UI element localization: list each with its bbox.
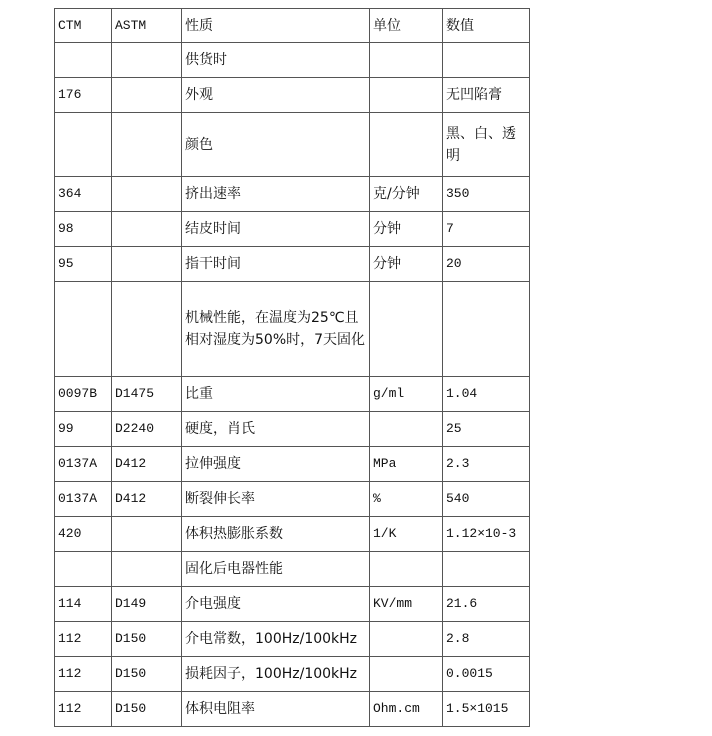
table-row xyxy=(55,177,530,212)
unit-cell: MPa xyxy=(370,447,443,482)
unit-cell: KV/mm xyxy=(370,587,443,622)
value-cell: 1.04 xyxy=(443,377,530,412)
unit-cell xyxy=(370,622,443,657)
ctm-cell xyxy=(55,113,112,177)
astm-cell xyxy=(112,247,182,282)
table-row xyxy=(55,377,530,412)
astm-cell xyxy=(112,43,182,78)
property-cell: 挤出速率 xyxy=(182,177,370,212)
table-row xyxy=(55,78,530,113)
property-cell: 机械性能，在温度为25℃且相对湿度为50%时，7天固化 xyxy=(182,282,370,377)
table-row xyxy=(55,412,530,447)
value-cell: 0.0015 xyxy=(443,657,530,692)
value-cell: 黑、白、透明 xyxy=(443,113,530,177)
header-ctm: CTM xyxy=(55,9,112,43)
value-cell: 1.12×10-3 xyxy=(443,517,530,552)
value-cell: 1.5×1015 xyxy=(443,692,530,727)
ctm-cell: 0137A xyxy=(55,447,112,482)
ctm-cell: 95 xyxy=(55,247,112,282)
table-row xyxy=(55,447,530,482)
astm-cell xyxy=(112,113,182,177)
unit-cell: 分钟 xyxy=(370,247,443,282)
property-cell: 介电强度 xyxy=(182,587,370,622)
astm-cell: D2240 xyxy=(112,412,182,447)
property-cell: 拉伸强度 xyxy=(182,447,370,482)
table-row xyxy=(55,517,530,552)
table-row xyxy=(55,212,530,247)
unit-cell: % xyxy=(370,482,443,517)
unit-cell xyxy=(370,43,443,78)
value-cell: 540 xyxy=(443,482,530,517)
unit-cell: 分钟 xyxy=(370,212,443,247)
property-cell: 损耗因子，100Hz/100kHz xyxy=(182,657,370,692)
property-cell: 硬度，肖氏 xyxy=(182,412,370,447)
table-row xyxy=(55,43,530,78)
astm-cell: D149 xyxy=(112,587,182,622)
ctm-cell: 98 xyxy=(55,212,112,247)
unit-cell xyxy=(370,78,443,113)
property-cell: 结皮时间 xyxy=(182,212,370,247)
value-cell xyxy=(443,43,530,78)
property-cell: 外观 xyxy=(182,78,370,113)
property-cell: 体积电阻率 xyxy=(182,692,370,727)
ctm-cell: 364 xyxy=(55,177,112,212)
property-cell: 比重 xyxy=(182,377,370,412)
value-cell: 2.8 xyxy=(443,622,530,657)
unit-cell: g/ml xyxy=(370,377,443,412)
astm-cell xyxy=(112,212,182,247)
astm-cell xyxy=(112,552,182,587)
property-cell: 颜色 xyxy=(182,113,370,177)
astm-cell: D150 xyxy=(112,692,182,727)
ctm-cell: 176 xyxy=(55,78,112,113)
value-cell: 25 xyxy=(443,412,530,447)
astm-cell: D150 xyxy=(112,622,182,657)
property-cell: 介电常数，100Hz/100kHz xyxy=(182,622,370,657)
header-property: 性质 xyxy=(182,9,370,43)
table-row xyxy=(55,552,530,587)
value-cell: 2.3 xyxy=(443,447,530,482)
unit-cell: 1/K xyxy=(370,517,443,552)
table-row xyxy=(55,692,530,727)
ctm-cell: 99 xyxy=(55,412,112,447)
value-cell xyxy=(443,552,530,587)
value-cell: 20 xyxy=(443,247,530,282)
unit-cell xyxy=(370,113,443,177)
astm-cell: D1475 xyxy=(112,377,182,412)
table-row xyxy=(55,113,530,177)
astm-cell xyxy=(112,282,182,377)
property-cell: 体积热膨胀系数 xyxy=(182,517,370,552)
value-cell: 无凹陷膏 xyxy=(443,78,530,113)
header-value: 数值 xyxy=(443,9,530,43)
ctm-cell xyxy=(55,282,112,377)
header-unit: 单位 xyxy=(370,9,443,43)
value-cell: 350 xyxy=(443,177,530,212)
value-cell xyxy=(443,282,530,377)
table-row xyxy=(55,657,530,692)
table-row xyxy=(55,482,530,517)
value-cell: 21.6 xyxy=(443,587,530,622)
unit-cell xyxy=(370,412,443,447)
unit-cell xyxy=(370,552,443,587)
table-row xyxy=(55,587,530,622)
unit-cell xyxy=(370,657,443,692)
header-astm: ASTM xyxy=(112,9,182,43)
unit-cell xyxy=(370,282,443,377)
astm-cell xyxy=(112,177,182,212)
header-row xyxy=(55,9,530,43)
ctm-cell: 0097B xyxy=(55,377,112,412)
astm-cell: D412 xyxy=(112,447,182,482)
table-row xyxy=(55,247,530,282)
table-row xyxy=(55,282,530,377)
ctm-cell xyxy=(55,552,112,587)
ctm-cell: 0137A xyxy=(55,482,112,517)
astm-cell xyxy=(112,517,182,552)
astm-cell: D412 xyxy=(112,482,182,517)
ctm-cell: 114 xyxy=(55,587,112,622)
ctm-cell: 112 xyxy=(55,692,112,727)
value-cell: 7 xyxy=(443,212,530,247)
ctm-cell: 112 xyxy=(55,657,112,692)
unit-cell: Ohm.cm xyxy=(370,692,443,727)
property-cell: 供货时 xyxy=(182,43,370,78)
property-cell: 断裂伸长率 xyxy=(182,482,370,517)
property-cell: 固化后电器性能 xyxy=(182,552,370,587)
ctm-cell: 112 xyxy=(55,622,112,657)
table-row xyxy=(55,622,530,657)
astm-cell: D150 xyxy=(112,657,182,692)
unit-cell: 克/分钟 xyxy=(370,177,443,212)
ctm-cell xyxy=(55,43,112,78)
astm-cell xyxy=(112,78,182,113)
property-cell: 指干时间 xyxy=(182,247,370,282)
ctm-cell: 420 xyxy=(55,517,112,552)
properties-table xyxy=(54,8,530,727)
